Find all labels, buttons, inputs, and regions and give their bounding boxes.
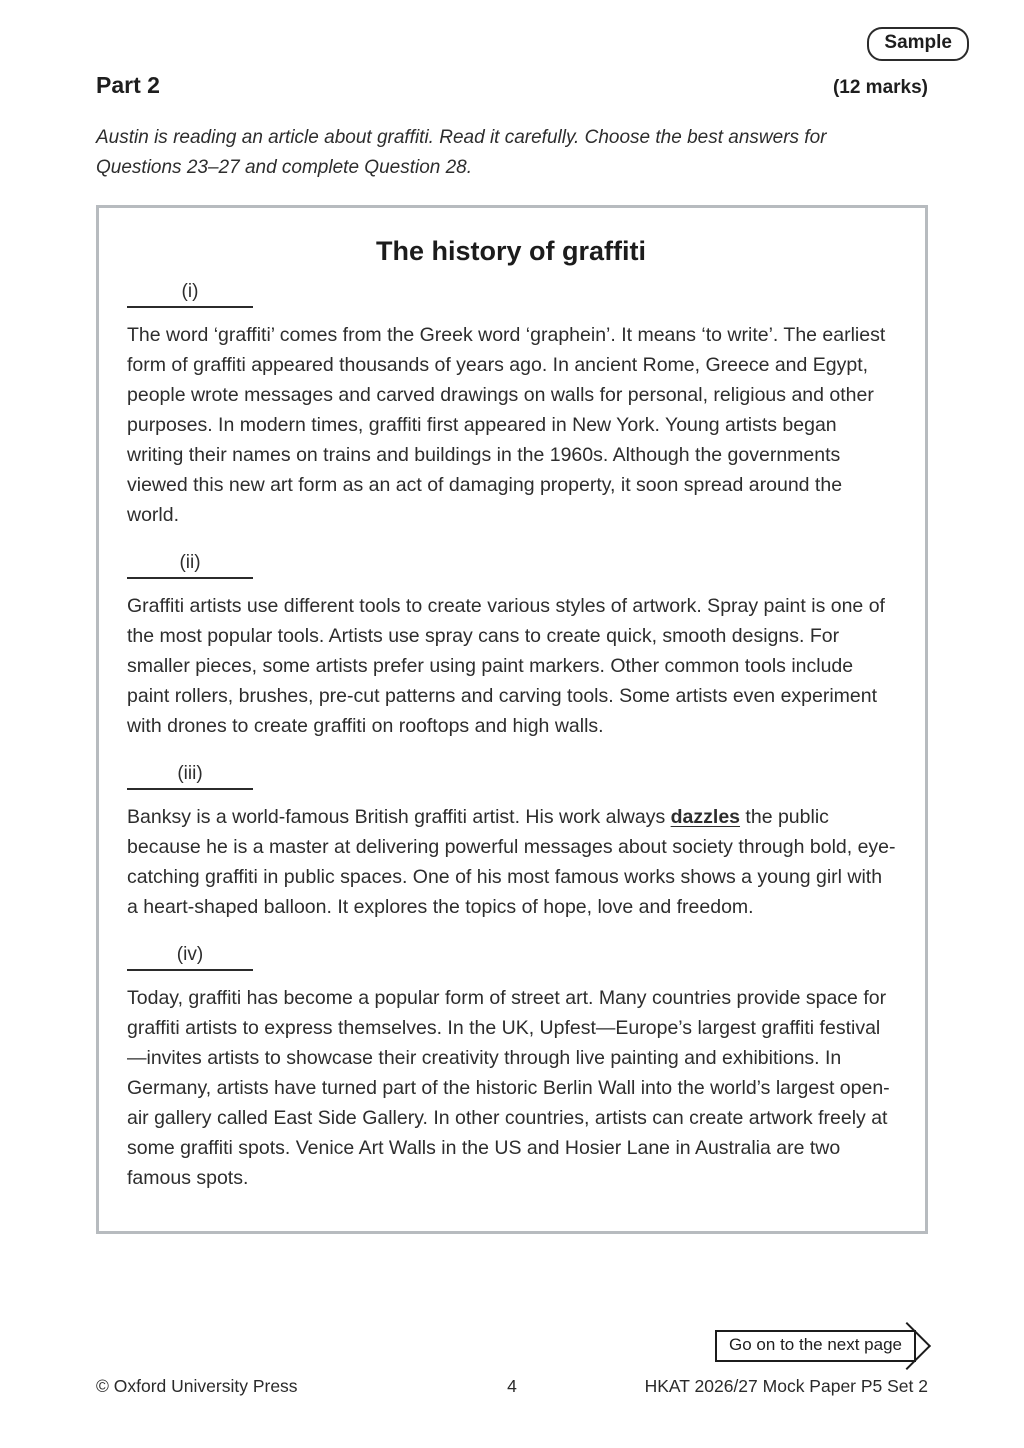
part-title: Part 2 [96,72,160,98]
marks-label: (12 marks) [832,77,928,98]
next-page-indicator [715,1329,924,1363]
sample-badge [867,27,969,61]
section-heading-blank [127,944,253,971]
page-footer [96,1376,928,1397]
section-paragraph [127,802,897,922]
article-section-ii [127,552,895,741]
section-paragraph: Today, graffiti has become a popular form of street art. Many countries provide space for graffiti artists to express themselves. In the UK, Upfest—Europe’s largest graffiti festival—invites artists to showcase their creativity through live painting and exhibitions. In Germany, artists have turned part of the historic Berlin Wall into the world’s largest open-air gallery called East Side Gallery. In other countries, artists can create artwork freely at some graffiti spots. Venice Art Walls in the US and Hosier Lane in Australia are two famous spots. [127,987,890,1189]
sample-badge-label: Sample [884,32,952,53]
article-title: The history of graffiti [376,236,646,266]
copyright-notice: © Oxford University Press [96,1376,298,1396]
highlighted-word: dazzles [670,806,741,828]
paragraph-text: the public because he is a master at delivering powerful messages about society through bold, eye-catching graffiti in public spaces. One of his most famous works shows a young girl with a heart-shaped balloon. It explores the topics of hope, love and freedom. [127,806,896,918]
section-label: (ii) [179,552,201,573]
article-section-iii [127,763,895,922]
paragraph-text: Banksy is a world-famous British graffiti artist. His work always [127,806,671,828]
section-heading-blank [127,552,253,579]
section-label: (i) [181,281,199,302]
section-paragraph: The word ‘graffiti’ comes from the Greek word ‘graphein’. It means ‘to write’. The earliest form of graffiti appeared thousands of years ago. In ancient Rome, Greece and Egypt, people wrote messages and carved drawings on walls for personal, religious and other purposes. In modern times, graffiti first appeared in New York. Young artists began writing their names on trains and buildings in the 1960s. Although the governments viewed this new art form as an act of damaging property, it soon spread around the world. [127,324,886,526]
section-heading-blank [127,763,253,790]
next-page-label: Go on to the next page [715,1330,916,1362]
article-section-i [127,281,895,530]
task-instructions: Austin is reading an article about graffiti. Read it carefully. Choose the best answers for Questions 23–27 and complete Question 28. [96,127,827,178]
article-box [96,205,928,1234]
paper-reference: HKAT 2026/27 Mock Paper P5 Set 2 [644,1376,928,1396]
section-paragraph: Graffiti artists use different tools to create various styles of artwork. Spray paint is one of the most popular tools. Artists use spray cans to create quick, smooth designs. For smaller pieces, some artists prefer using paint markers. Other common tools include paint rollers, brushes, pre-cut patterns and carving tools. Some artists even experiment with drones to create graffiti on rooftops and high walls. [127,595,885,737]
part-header [96,0,928,99]
article-section-iv [127,944,895,1193]
section-label: (iii) [177,763,203,784]
page-number: 4 [507,1376,517,1396]
section-heading-blank [127,281,253,308]
section-label: (iv) [176,944,204,965]
